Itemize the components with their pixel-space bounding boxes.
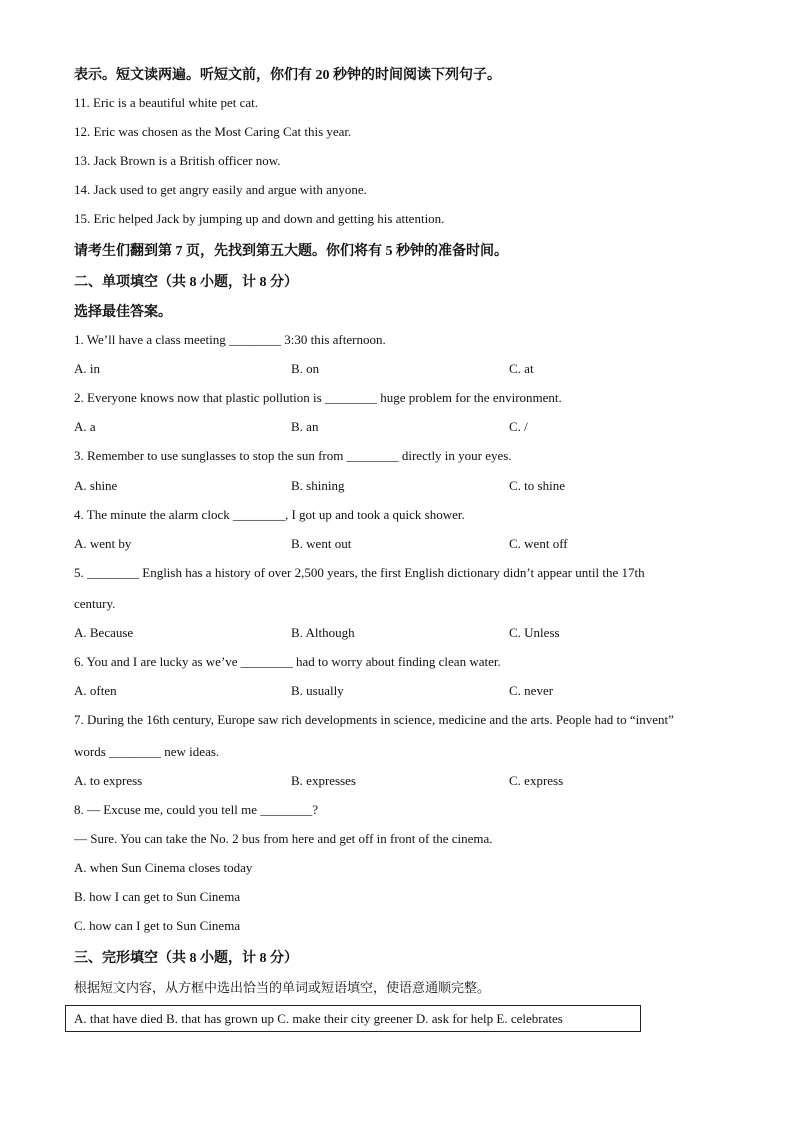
option-a[interactable]: A. to express (74, 773, 143, 788)
section2-title: 二、单项填空（共 8 小题，计 8 分） (74, 275, 298, 290)
option-c[interactable]: C. how can I get to Sun Cinema (74, 918, 241, 933)
option-b[interactable]: B. expresses (291, 773, 356, 788)
listening-intro: 表示。短文读两遍。听短文前，你们有 20 秒钟的时间阅读下列句子。 (74, 68, 501, 83)
option-a[interactable]: A. in (74, 361, 100, 376)
question-7: 7. During the 16th century, Europe saw rich developments in science, medicine and the arts. People had to “invent” (74, 712, 674, 727)
word-box: A. that have died B. that has grown up C. make their city greener D. ask for help E. celebrates (65, 1005, 641, 1032)
question-4: 4. The minute the alarm clock ________, I got up and took a quick shower. (74, 507, 465, 522)
statement: 15. Eric helped Jack by jumping up and down and getting his attention. (74, 211, 445, 226)
statement: 13. Jack Brown is a British officer now. (74, 153, 281, 168)
question-6: 6. You and I are lucky as we’ve ________ had to worry about finding clean water. (74, 654, 501, 669)
option-b[interactable]: B. Although (291, 625, 355, 640)
question-8: 8. — Excuse me, could you tell me ________? (74, 802, 319, 817)
option-b[interactable]: B. on (291, 361, 320, 376)
option-a[interactable]: A. went by (74, 536, 132, 551)
question-2: 2. Everyone knows now that plastic pollution is ________ huge problem for the environment. (74, 390, 562, 405)
option-c[interactable]: C. never (509, 683, 554, 698)
statement: 14. Jack used to get angry easily and argue with anyone. (74, 182, 367, 197)
option-b[interactable]: B. went out (291, 536, 352, 551)
option-a[interactable]: A. often (74, 683, 117, 698)
question-3: 3. Remember to use sunglasses to stop the sun from ________ directly in your eyes. (74, 448, 512, 463)
section3-instruction: 根据短文内容，从方框中选出恰当的单词或短语填空，使语意通顺完整。 (74, 980, 491, 995)
section3-title: 三、完形填空（共 8 小题，计 8 分） (74, 951, 298, 966)
section2-instruction: 选择最佳答案。 (74, 305, 172, 320)
option-b[interactable]: B. an (291, 419, 319, 434)
option-a[interactable]: A. when Sun Cinema closes today (74, 860, 253, 875)
option-c[interactable]: C. at (509, 361, 534, 376)
option-c[interactable]: C. to shine (509, 478, 565, 493)
option-c[interactable]: C. went off (509, 536, 568, 551)
option-b[interactable]: B. usually (291, 683, 344, 698)
statement: 11. Eric is a beautiful white pet cat. (74, 95, 258, 110)
option-b[interactable]: B. shining (291, 478, 345, 493)
question-7-continued: words ________ new ideas. (74, 744, 220, 759)
option-a[interactable]: A. shine (74, 478, 118, 493)
option-c[interactable]: C. express (509, 773, 564, 788)
question-1: 1. We’ll have a class meeting ________ 3:30 this afternoon. (74, 332, 386, 347)
option-a[interactable]: A. a (74, 419, 96, 434)
turn-page-instruction: 请考生们翻到第 7 页，先找到第五大题。你们将有 5 秒钟的准备时间。 (74, 244, 508, 259)
question-5-continued: century. (74, 596, 116, 611)
option-b[interactable]: B. how I can get to Sun Cinema (74, 889, 241, 904)
statement: 12. Eric was chosen as the Most Caring Cat this year. (74, 124, 352, 139)
question-5: 5. ________ English has a history of over 2,500 years, the first English dictionary didn’t appear until the 17th (74, 565, 645, 580)
option-c[interactable]: C. / (509, 419, 528, 434)
option-c[interactable]: C. Unless (509, 625, 560, 640)
option-a[interactable]: A. Because (74, 625, 134, 640)
question-8-response: — Sure. You can take the No. 2 bus from here and get off in front of the cinema. (74, 831, 493, 846)
